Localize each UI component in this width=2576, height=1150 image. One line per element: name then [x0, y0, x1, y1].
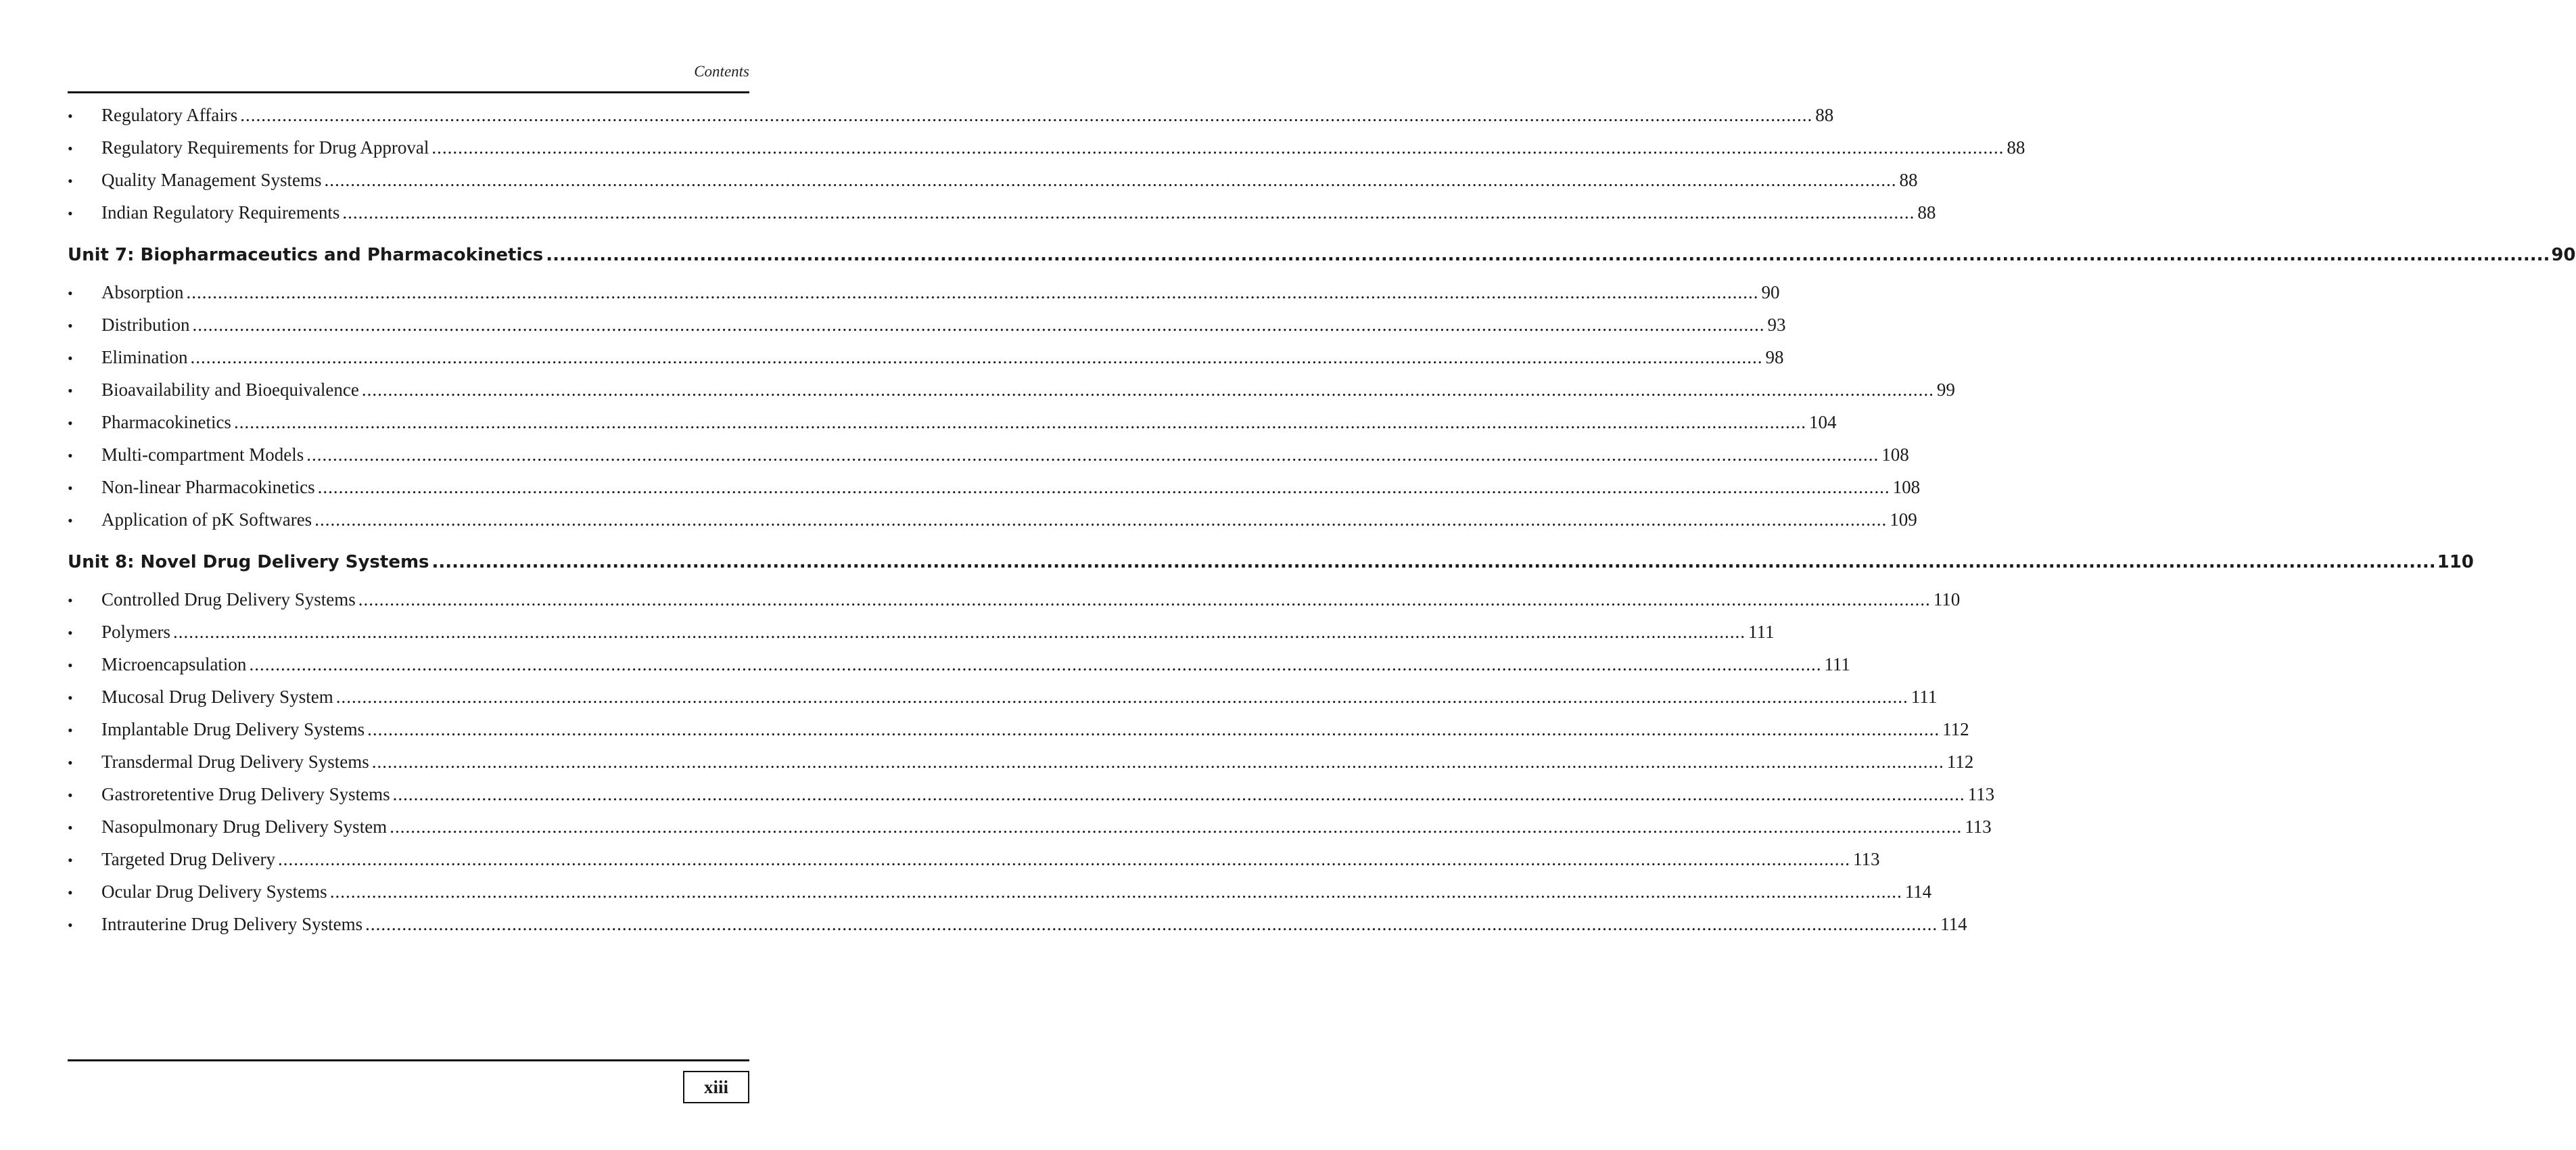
unit-heading-7[interactable]: [68, 229, 2576, 276]
toc-entry-page: 113: [1853, 849, 1880, 869]
toc-entry-page: 90: [1761, 282, 1780, 302]
toc-entry-title: Non-linear Pharmacokinetics: [101, 477, 315, 497]
bullet-icon: •: [68, 852, 73, 869]
bullet-icon: •: [68, 787, 73, 804]
toc-entry-title: Multi-compartment Models: [101, 444, 304, 465]
toc-entry-page: 88: [2007, 137, 2025, 158]
toc-entry-page: 99: [1936, 380, 1955, 400]
toc-entry[interactable]: [68, 438, 1909, 471]
toc-entry-page: 98: [1765, 347, 1784, 367]
toc-entry-page: 111: [1748, 622, 1775, 642]
toc-entry[interactable]: [68, 681, 1938, 713]
bullet-icon: •: [68, 140, 73, 157]
toc-entry[interactable]: [68, 745, 1974, 778]
bullet-icon: •: [68, 382, 73, 399]
toc-entry-title: Controlled Drug Delivery Systems: [101, 589, 356, 610]
bullet-icon: •: [68, 285, 73, 302]
toc-entry[interactable]: [68, 471, 1921, 503]
toc-entry-page: 104: [1808, 412, 1837, 432]
dot-leader: ............................................................................................................................................................................................................................................................................................................: [367, 719, 1940, 739]
unit-title: Unit 8: Novel Drug Delivery Systems: [68, 552, 429, 572]
toc-entry-page: 108: [1881, 444, 1909, 465]
bullet-icon: •: [68, 722, 73, 739]
dot-leader: ............................................................................................................................................................................................................................................................................................................: [546, 245, 2550, 265]
bullet-icon: •: [68, 884, 73, 901]
toc-entry-page: 112: [1946, 752, 1974, 772]
page-number-box: xiii: [683, 1071, 749, 1103]
dot-leader: ............................................................................................................................................................................................................................................................................................................: [173, 622, 1746, 642]
toc-entry[interactable]: [68, 616, 1775, 648]
table-of-contents: [68, 99, 2576, 940]
running-head: Contents: [694, 63, 749, 80]
bullet-icon: •: [68, 819, 73, 836]
dot-leader: ............................................................................................................................................................................................................................................................................................................: [278, 849, 1851, 869]
dot-leader: ............................................................................................................................................................................................................................................................................................................: [249, 654, 1822, 674]
bullet-icon: •: [68, 415, 73, 432]
toc-entry[interactable]: [68, 341, 1784, 373]
dot-leader: ............................................................................................................................................................................................................................................................................................................: [431, 552, 2436, 572]
toc-entry[interactable]: [68, 99, 1834, 131]
toc-entry[interactable]: [68, 875, 1932, 908]
dot-leader: ............................................................................................................................................................................................................................................................................................................: [335, 687, 1908, 707]
toc-entry[interactable]: [68, 276, 1780, 308]
bullet-icon: •: [68, 624, 73, 641]
toc-entry-page: 88: [1917, 202, 1936, 223]
header-rule: [68, 91, 749, 93]
toc-entry-page: 111: [1824, 654, 1850, 674]
toc-entry-title: Nasopulmonary Drug Delivery System: [101, 816, 388, 837]
toc-entry-page: 108: [1892, 477, 1921, 497]
dot-leader: ............................................................................................................................................................................................................................................................................................................: [329, 881, 1902, 902]
toc-entry-title: Bioavailability and Bioequivalence: [101, 380, 359, 400]
toc-entry-page: 112: [1942, 719, 1969, 739]
toc-entry-page: 93: [1767, 315, 1786, 335]
dot-leader: ............................................................................................................................................................................................................................................................................................................: [365, 914, 1938, 934]
toc-entry-page: 114: [1904, 881, 1932, 902]
toc-entry-title: Pharmacokinetics: [101, 412, 231, 432]
toc-entry-title: Targeted Drug Delivery: [101, 849, 276, 869]
dot-leader: ............................................................................................................................................................................................................................................................................................................: [190, 347, 1763, 367]
toc-entry-title: Gastroretentive Drug Delivery Systems: [101, 784, 390, 804]
unit-page: 90: [2551, 245, 2576, 265]
toc-entry-title: Distribution: [101, 315, 190, 335]
bullet-icon: •: [68, 592, 73, 609]
dot-leader: ............................................................................................................................................................................................................................................................................................................: [186, 282, 1759, 302]
toc-entry-title: Regulatory Affairs: [101, 105, 238, 125]
toc-entry[interactable]: [68, 778, 1995, 810]
bullet-icon: •: [68, 108, 73, 124]
toc-entry[interactable]: [68, 164, 1918, 196]
toc-entry-page: 113: [1967, 784, 1995, 804]
toc-entry-title: Microencapsulation: [101, 654, 247, 674]
bullet-icon: •: [68, 689, 73, 706]
toc-entry[interactable]: [68, 648, 1850, 681]
toc-entry[interactable]: [68, 406, 1837, 438]
dot-leader: ............................................................................................................................................................................................................................................................................................................: [317, 477, 1890, 497]
dot-leader: ............................................................................................................................................................................................................................................................................................................: [390, 816, 1963, 837]
toc-entry-page: 88: [1899, 170, 1918, 190]
toc-entry-title: Quality Management Systems: [101, 170, 322, 190]
bullet-icon: •: [68, 172, 73, 189]
footer-rule: [68, 1059, 749, 1061]
dot-leader: ............................................................................................................................................................................................................................................................................................................: [192, 315, 1765, 335]
toc-entry-title: Transdermal Drug Delivery Systems: [101, 752, 369, 772]
toc-entry-title: Application of pK Softwares: [101, 509, 312, 530]
dot-leader: ............................................................................................................................................................................................................................................................................................................: [342, 202, 1915, 223]
bullet-icon: •: [68, 754, 73, 771]
toc-entry-page: 110: [1933, 589, 1961, 610]
toc-entry-title: Elimination: [101, 347, 188, 367]
toc-entry[interactable]: [68, 308, 1786, 341]
toc-entry[interactable]: [68, 908, 1967, 940]
toc-entry-title: Absorption: [101, 282, 184, 302]
dot-leader: ............................................................................................................................................................................................................................................................................................................: [233, 412, 1806, 432]
dot-leader: ............................................................................................................................................................................................................................................................................................................: [306, 444, 1879, 465]
toc-entry-title: Implantable Drug Delivery Systems: [101, 719, 365, 739]
bullet-icon: •: [68, 657, 73, 674]
dot-leader: ............................................................................................................................................................................................................................................................................................................: [324, 170, 1897, 190]
dot-leader: ............................................................................................................................................................................................................................................................................................................: [240, 105, 1813, 125]
bullet-icon: •: [68, 447, 73, 464]
toc-entry[interactable]: [68, 196, 1936, 229]
toc-entry[interactable]: [68, 810, 1992, 843]
toc-entry-title: Intrauterine Drug Delivery Systems: [101, 914, 363, 934]
toc-entry-page: 114: [1940, 914, 1967, 934]
toc-entry-title: Polymers: [101, 622, 171, 642]
bullet-icon: •: [68, 317, 73, 334]
bullet-icon: •: [68, 205, 73, 222]
toc-entry-title: Ocular Drug Delivery Systems: [101, 881, 327, 902]
dot-leader: ............................................................................................................................................................................................................................................................................................................: [314, 509, 1888, 530]
bullet-icon: •: [68, 480, 73, 497]
unit-heading-8[interactable]: [68, 536, 2474, 583]
toc-entry-page: 109: [1890, 509, 1917, 530]
unit-title: Unit 7: Biopharmaceutics and Pharmacokinetics: [68, 245, 544, 265]
toc-entry[interactable]: [68, 373, 1955, 406]
toc-entry[interactable]: [68, 503, 1917, 536]
toc-entry-page: 113: [1965, 816, 1992, 837]
toc-entry-page: 88: [1815, 105, 1834, 125]
dot-leader: ............................................................................................................................................................................................................................................................................................................: [371, 752, 1944, 772]
bullet-icon: •: [68, 512, 73, 529]
dot-leader: ............................................................................................................................................................................................................................................................................................................: [361, 380, 1934, 400]
toc-entry[interactable]: [68, 713, 1969, 745]
toc-entry[interactable]: [68, 583, 1961, 616]
toc-entry-title: Regulatory Requirements for Drug Approval: [101, 137, 429, 158]
unit-page: 110: [2437, 552, 2474, 572]
dot-leader: ............................................................................................................................................................................................................................................................................................................: [392, 784, 1965, 804]
toc-entry[interactable]: [68, 843, 1880, 875]
dot-leader: ............................................................................................................................................................................................................................................................................................................: [358, 589, 1931, 610]
toc-entry-title: Mucosal Drug Delivery System: [101, 687, 333, 707]
bullet-icon: •: [68, 917, 73, 934]
toc-entry-page: 111: [1911, 687, 1938, 707]
dot-leader: ............................................................................................................................................................................................................................................................................................................: [431, 137, 2005, 158]
bullet-icon: •: [68, 350, 73, 367]
toc-entry[interactable]: [68, 131, 2025, 164]
toc-entry-title: Indian Regulatory Requirements: [101, 202, 340, 223]
